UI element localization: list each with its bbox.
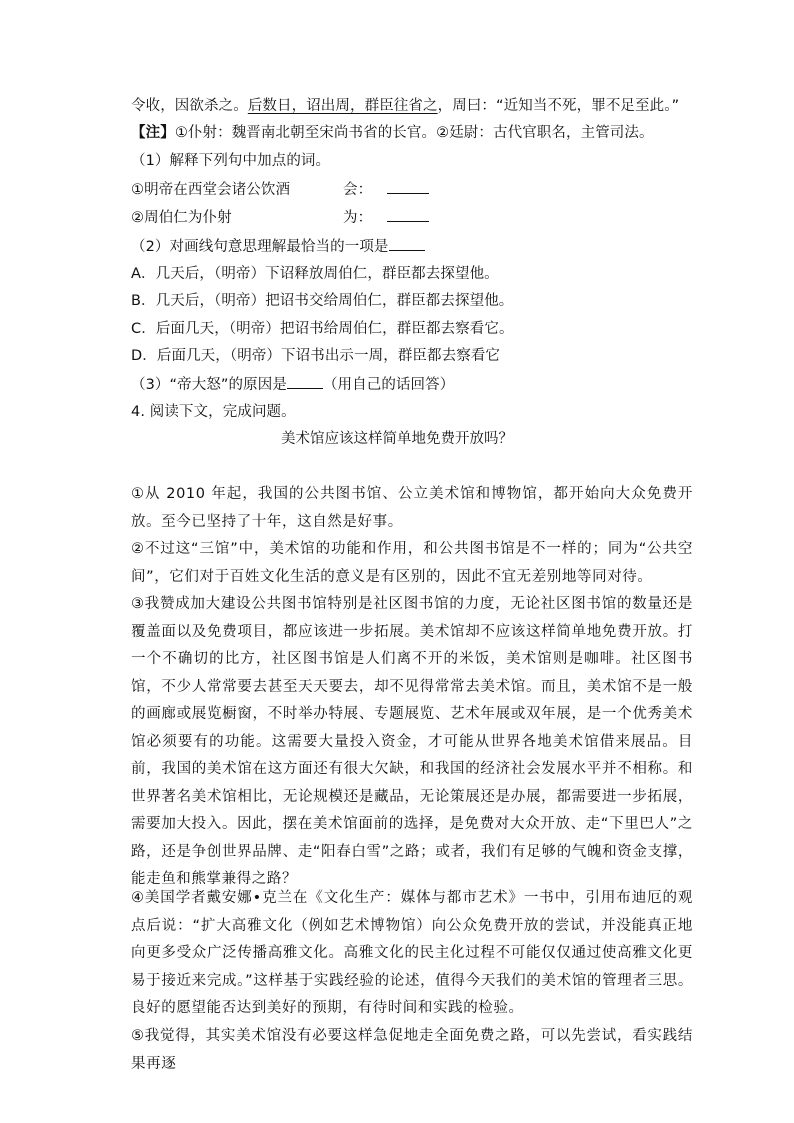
question-3-prompt <box>131 374 691 395</box>
item-word: 为： <box>343 210 373 226</box>
option-c: C．后面几天，（明帝）把诏书给周伯仁，群臣都去察看它。 <box>131 321 514 337</box>
item-sentence: ②周伯仁为仆射 <box>131 210 232 226</box>
item-sentence: ①明帝在西堂会诸公饮酒 <box>131 182 291 198</box>
question-text: （用自己的话回答） <box>322 377 455 393</box>
option-d: D．后面几天，（明帝）下诏书出示一周，群臣都去察看它 <box>131 348 501 364</box>
annotation-note <box>131 123 691 143</box>
option-a: A．几天后，（明帝）下诏释放周伯仁，群臣都去探望他。 <box>131 266 499 282</box>
passage-text: 令收，因欲杀之。 <box>131 98 248 114</box>
underlined-sentence: 后数日，诏出周，群臣往省之 <box>247 98 438 114</box>
article-paragraph-3: ③我赞成加大建设公共图书馆特别是社区图书馆的力度，无论社区图书馆的数量还是覆盖面以及免费项目，都应该进一步拓展。美术馆却不应该这样简单地免费开放。打一个不确切的比方，社区图书馆是人们离不开的米饭，美术馆则是咖啡。社区图书馆，不少人常常要去甚至天天要去，却不见得常常去美术馆。而且，美术馆不是一般的画廊或展览橱窗，不时举办特展、专题展览、艺术年展或双年展，是一个优秀美术馆必须要有的功能。这需要大量投入资金，才可能从世界各地美术馆借来展品。目前，我国的美术馆在这方面还有很大欠缺，和我国的经济社会发展水平并不相称。和世界著名美术馆相比，无论规模还是藏品，无论策展还是办展，都需要进一步拓展，需要加大投入。因此，摆在美术馆面前的选择，是免费对大众开放、走“下里巴人”之路，还是争创世界品牌、走“阳春白雪”之路；或者，我们有足够的气魄和资金支撑，能走鱼和熊掌兼得之路？ <box>131 596 693 887</box>
answer-blank[interactable] <box>287 374 323 389</box>
article-paragraph-4: ④美国学者戴安娜•克兰在《文化生产：媒体与都市艺术》一书中，引用布迪厄的观点后说：“扩大高雅文化（例如艺术博物馆）向公众免费开放的尝试，并没能真正地向更多受众广泛传播高雅文化。高雅文化的民主化过程不可能仅仅通过使高雅文化更易于接近来完成。”这样基于实践经验的论述，值得今天我们的美术馆的管理者三思。良好的愿望能否达到美好的预期，有待时间和实践的检验。 <box>131 890 693 1016</box>
answer-blank[interactable] <box>387 207 429 222</box>
item-word: 会： <box>343 182 373 198</box>
passage-line-1 <box>131 96 691 116</box>
question-text: （3）“帝大怒”的原因是 <box>131 377 287 393</box>
note-text: ①仆射：魏晋南北朝至宋尚书省的长官。②廷尉：古代官职名，主管司法。 <box>174 125 654 141</box>
option-b: B．几天后，（明帝）把诏书交给周伯仁，群臣都去探望他。 <box>131 293 514 309</box>
article-paragraph-1: ①从 2010 年起，我国的公共图书馆、公立美术馆和博物馆，都开始向大众免费开放。至今已坚持了十年，这自然是好事。 <box>131 486 693 530</box>
question-1-prompt: （1）解释下列句中加点的词。 <box>131 153 331 169</box>
question-text: （2）对画线句意思理解最恰当的一项是 <box>131 239 389 255</box>
question-4-heading: 4. 阅读下文，完成问题。 <box>131 404 296 420</box>
question-2-prompt <box>131 236 691 257</box>
question-1-item-2 <box>131 207 691 228</box>
article-paragraph-5: ⑤我觉得，其实美术馆没有必要这样急促地走全面免费之路，可以先尝试，看实践结果再逐 <box>131 1028 693 1072</box>
note-label: 【注】 <box>131 125 175 141</box>
question-1-item-1 <box>131 179 691 200</box>
answer-blank[interactable] <box>389 236 425 251</box>
article-title: 美术馆应该这样简单地免费开放吗？ <box>281 431 513 447</box>
answer-blank[interactable] <box>387 179 429 194</box>
article-paragraph-2: ②不过这“三馆”中，美术馆的功能和作用，和公共图书馆是不一样的；同为“公共空间”，它们对于百姓文化生活的意义是有区别的，因此不宜无差别地等同对待。 <box>131 541 693 585</box>
passage-text: ，周曰：“近知当不死，罪不足至此。” <box>437 98 680 114</box>
